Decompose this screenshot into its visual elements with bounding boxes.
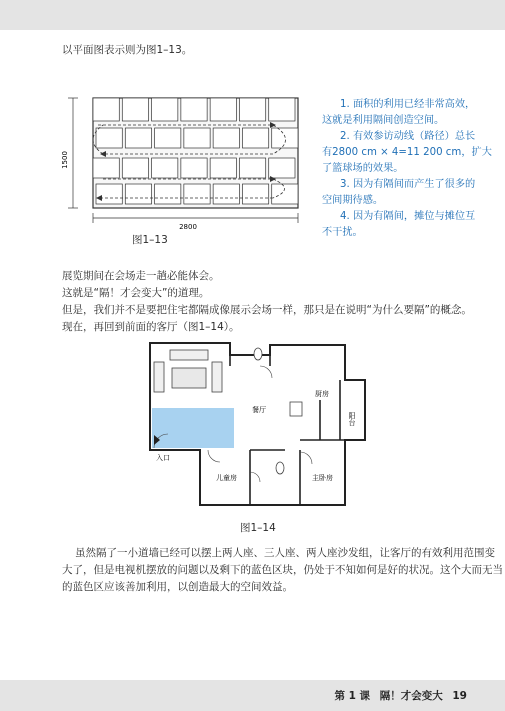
note-line: 这就是利用隔间创造空间。	[322, 115, 445, 126]
booth-cell	[181, 158, 207, 178]
booth-cell	[213, 128, 239, 148]
note-line: 4. 因为有隔间，摊位与摊位互	[340, 211, 476, 222]
booth-cell	[96, 184, 122, 204]
booth-cell	[210, 158, 236, 178]
top-band	[0, 0, 505, 30]
master-bedroom-label: 主卧房	[312, 474, 333, 482]
height-dimension: 1500	[61, 151, 69, 169]
booth-cell	[155, 128, 181, 148]
booth-cell	[184, 184, 210, 204]
booth-cell	[210, 98, 236, 121]
booth-cell	[122, 158, 148, 178]
booth-cell	[242, 184, 268, 204]
booth-cell	[181, 98, 207, 121]
width-dimension: 2800	[179, 223, 197, 231]
paragraph-line: 但是，我们并不是要把住宅都隔成像展示会场一样，那只是在说明“为什么要隔”的概念。	[62, 304, 472, 316]
note-line: 1. 面积的利用已经非常高效，	[340, 99, 476, 110]
booth-cell	[269, 98, 295, 121]
dining-label: 餐厅	[252, 406, 266, 414]
paragraph-line: 虽然隔了一小道墙已经可以摆上两人座、三人座、两人座沙发组，让客厅的有效利用范围变	[75, 547, 495, 559]
booth-cell	[93, 158, 119, 178]
booth-cell	[239, 98, 265, 121]
intro-line: 以平面图表示则为图1–13。	[62, 44, 193, 56]
note-line: 了篮球场的效果。	[322, 163, 404, 174]
page-number: 19	[452, 690, 467, 702]
kitchen-label: 厨房	[315, 390, 329, 398]
footer-text	[334, 688, 467, 703]
booth-grid	[93, 98, 298, 208]
booth-cell	[152, 98, 178, 121]
note-line: 不干扰。	[322, 227, 363, 238]
blue-area	[152, 408, 234, 448]
booth-cell	[96, 128, 122, 148]
note-line: 3. 因为有隔间而产生了很多的	[340, 179, 476, 190]
sofa-set	[154, 350, 222, 392]
booth-cell	[93, 98, 119, 121]
figure-1-14	[140, 340, 380, 515]
entrance-label: 入口	[156, 454, 170, 462]
booth-cell	[269, 158, 295, 178]
notes-block	[322, 97, 492, 241]
lesson-title: 隔！才会变大	[379, 690, 443, 702]
note-line: 2. 有效参访动线（路径）总长	[340, 131, 476, 142]
booth-cell	[213, 184, 239, 204]
paragraph-line: 大了，但是电视机摆放的问题以及剩下的蓝色区块，仍处于不知如何是好的状况。这个大而无当	[62, 564, 503, 576]
paragraph-line: 这就是“隔！才会变大”的道理。	[62, 287, 210, 299]
booth-cell	[125, 128, 151, 148]
paragraph-line: 现在，再回到前面的客厅（图1–14）。	[62, 321, 240, 333]
booth-cell	[242, 128, 268, 148]
figure-1-13-caption: 图1–13	[132, 234, 168, 246]
booth-cell	[184, 128, 210, 148]
balcony-label: 阳台	[348, 412, 356, 426]
footer-band	[0, 680, 505, 711]
paragraph-line: 展览期间在会场走一趟必能体会。	[62, 270, 220, 282]
booth-cell	[155, 184, 181, 204]
note-line: 空间期待感。	[322, 195, 384, 206]
figure-1-13	[58, 88, 308, 248]
lesson-number: 第 1 课	[334, 690, 371, 702]
note-line: 有2800 cm × 4=11 200 cm，扩大	[322, 147, 492, 158]
figure-1-14-caption: 图1–14	[240, 522, 276, 534]
booth-cell	[239, 158, 265, 178]
booth-cell	[272, 184, 298, 204]
booth-cell	[152, 158, 178, 178]
booth-cell	[125, 184, 151, 204]
kids-room-label: 儿童房	[216, 474, 237, 482]
paragraph-line: 的蓝色区应该善加利用，以创造最大的空间效益。	[62, 581, 293, 593]
booth-cell	[272, 128, 298, 148]
booth-cell	[122, 98, 148, 121]
